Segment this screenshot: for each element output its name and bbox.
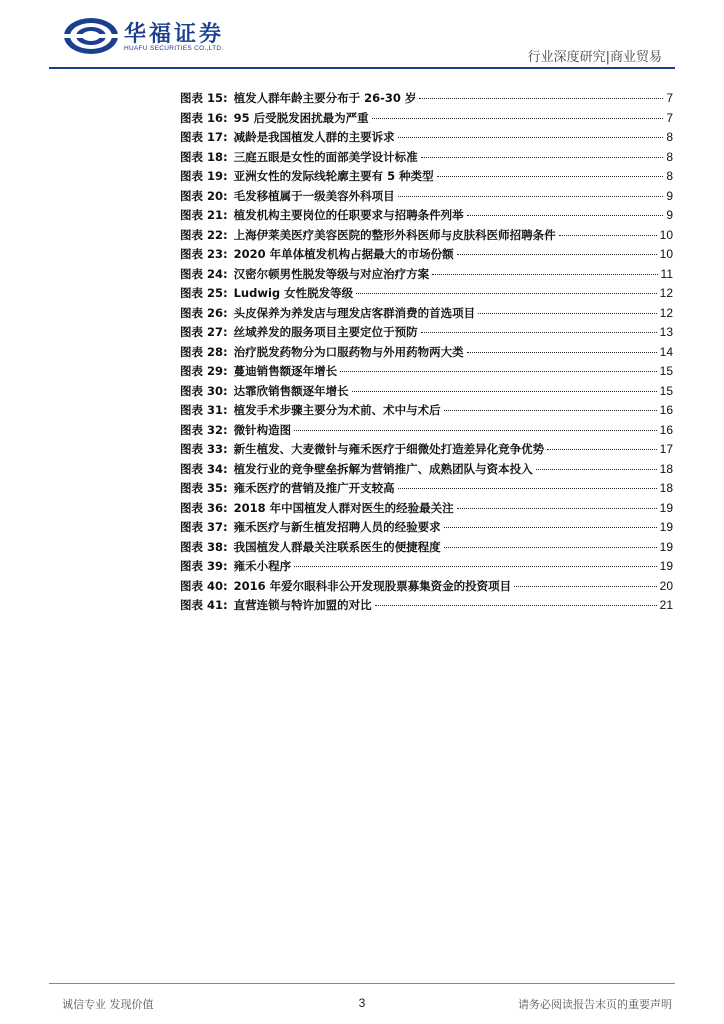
logo-chinese-name: 华福证券	[124, 22, 225, 47]
toc-page-number: 12	[659, 305, 673, 320]
report-category: 行业深度研究|商业贸易	[527, 50, 662, 65]
toc-entry[interactable]	[180, 421, 673, 441]
toc-figure-number: 图表 15:	[180, 91, 228, 105]
footer-disclaimer: 请务必阅读报告末页的重要声明	[518, 998, 672, 1011]
toc-figure-number: 图表 33:	[180, 442, 228, 456]
toc-figure-title: 三庭五眼是女性的面部美学设计标准	[233, 149, 418, 164]
toc-figure-number: 图表 39:	[180, 559, 228, 573]
toc-figure-number: 图表 35:	[180, 481, 228, 495]
toc-page-number: 16	[659, 403, 673, 417]
toc-dot-leader	[294, 565, 657, 567]
toc-dot-leader	[352, 390, 657, 392]
toc-dot-leader	[398, 487, 657, 489]
toc-figure-number: 图表 40:	[180, 578, 228, 593]
toc-figure-number: 图表 22:	[180, 227, 228, 242]
toc-figure-title: 达霏欣销售额逐年增长	[233, 383, 349, 398]
toc-page-number: 19	[659, 539, 673, 554]
toc-dot-leader	[398, 195, 664, 197]
toc-figure-number: 图表 18:	[180, 149, 228, 164]
toc-figure-title: 头皮保养为养发店与理发店客群消费的首选项目	[233, 305, 476, 320]
toc-figure-number: 图表 26:	[180, 305, 228, 320]
toc-figure-number: 图表 38:	[180, 539, 228, 554]
toc-figure-title: 毛发移植属于一级美容外科项目	[233, 188, 395, 203]
toc-entry[interactable]	[180, 401, 673, 421]
toc-entry[interactable]	[180, 304, 673, 324]
toc-entry[interactable]	[180, 167, 673, 187]
toc-figure-title: 2018 年中国植发人群对医生的经验最关注	[233, 500, 454, 515]
toc-page-number: 15	[659, 383, 673, 398]
toc-figure-number: 图表 30:	[180, 383, 228, 398]
toc-dot-leader	[467, 214, 664, 216]
toc-entry[interactable]	[180, 109, 673, 129]
toc-figure-title: 减龄是我国植发人群的主要诉求	[233, 130, 395, 144]
toc-page-number: 8	[666, 149, 673, 164]
toc-dot-leader	[536, 468, 657, 470]
toc-page-number: 18	[659, 461, 673, 476]
toc-figure-number: 图表 25:	[180, 286, 228, 300]
toc-figure-title: 亚洲女性的发际线轮廓主要有 5 种类型	[233, 169, 434, 183]
toc-dot-leader	[356, 292, 656, 294]
toc-figure-title: 汉密尔顿男性脱发等级与对应治疗方案	[233, 266, 430, 281]
toc-figure-number: 图表 32:	[180, 422, 228, 437]
toc-dot-leader	[514, 585, 657, 587]
toc-page-number: 17	[659, 442, 673, 456]
toc-entry[interactable]	[180, 596, 673, 616]
toc-entry[interactable]	[180, 557, 673, 577]
toc-entry[interactable]	[180, 577, 673, 597]
toc-page-number: 15	[659, 364, 673, 378]
toc-figure-title: 丝域养发的服务项目主要定位于预防	[233, 325, 418, 339]
toc-figure-title: 蔓迪销售额逐年增长	[233, 364, 338, 378]
toc-page-number: 10	[659, 247, 673, 261]
toc-figure-title: 上海伊莱美医疗美容医院的整形外科医师与皮肤科医师招聘条件	[233, 227, 556, 242]
toc-dot-leader	[421, 331, 657, 333]
toc-dot-leader	[457, 253, 657, 255]
toc-figure-title: 微针构造图	[233, 422, 292, 437]
toc-figure-title: 植发行业的竞争壁垒拆解为营销推广、成熟团队与资本投入	[233, 461, 533, 476]
toc-dot-leader	[340, 370, 657, 372]
toc-entry[interactable]	[180, 499, 673, 519]
toc-figure-title: Ludwig 女性脱发等级	[233, 286, 354, 300]
toc-entry[interactable]	[180, 226, 673, 246]
toc-figure-title: 2016 年爱尔眼科非公开发现股票募集资金的投资项目	[233, 578, 512, 593]
toc-dot-leader	[444, 526, 657, 528]
toc-figure-number: 图表 24:	[180, 266, 228, 281]
toc-entry[interactable]	[180, 265, 673, 285]
page-number: 3	[358, 996, 366, 1010]
toc-dot-leader	[432, 273, 657, 275]
toc-figure-number: 图表 23:	[180, 247, 228, 261]
toc-dot-leader	[437, 175, 664, 177]
toc-entry[interactable]	[180, 323, 673, 343]
toc-entry[interactable]	[180, 128, 673, 148]
toc-entry[interactable]	[180, 187, 673, 207]
page-header	[0, 0, 724, 70]
toc-entry[interactable]	[180, 148, 673, 168]
toc-figure-title: 植发人群年龄主要分布于 26-30 岁	[233, 91, 417, 105]
toc-figure-number: 图表 17:	[180, 130, 228, 144]
toc-figure-title: 植发手术步骤主要分为术前、术中与术后	[233, 403, 441, 417]
toc-dot-leader	[467, 351, 657, 353]
toc-page-number: 9	[666, 208, 673, 222]
header-divider	[49, 67, 675, 69]
toc-figure-title: 2020 年单体植发机构占据最大的市场份额	[233, 247, 454, 261]
company-logo	[62, 16, 262, 56]
toc-figure-number: 图表 21:	[180, 208, 228, 222]
toc-figure-title: 直营连锁与特许加盟的对比	[233, 598, 372, 612]
toc-dot-leader	[457, 507, 657, 509]
toc-page-number: 12	[659, 286, 673, 300]
toc-dot-leader	[375, 604, 657, 606]
toc-page-number: 8	[666, 169, 673, 183]
toc-entry[interactable]	[180, 518, 673, 538]
toc-page-number: 16	[659, 422, 673, 437]
toc-figure-number: 图表 19:	[180, 169, 228, 183]
toc-page-number: 18	[659, 481, 673, 495]
toc-entry[interactable]	[180, 440, 673, 460]
toc-figure-number: 图表 20:	[180, 188, 228, 203]
toc-dot-leader	[559, 234, 657, 236]
toc-figure-title: 我国植发人群最关注联系医生的便捷程度	[233, 539, 441, 554]
toc-page-number: 9	[666, 188, 673, 203]
toc-figure-number: 图表 34:	[180, 461, 228, 476]
toc-entry[interactable]	[180, 382, 673, 402]
toc-entry[interactable]	[180, 362, 673, 382]
toc-page-number: 14	[659, 344, 673, 359]
toc-figure-number: 图表 41:	[180, 598, 228, 612]
toc-entry[interactable]	[180, 206, 673, 226]
toc-entry[interactable]	[180, 479, 673, 499]
toc-figure-title: 植发机构主要岗位的任职要求与招聘条件列举	[233, 208, 464, 222]
toc-figure-number: 图表 28:	[180, 344, 228, 359]
toc-entry[interactable]	[180, 343, 673, 363]
toc-entry[interactable]	[180, 538, 673, 558]
toc-figure-number: 图表 36:	[180, 500, 228, 515]
footer-slogan: 诚信专业 发现价值	[62, 998, 154, 1011]
toc-figure-title: 雍禾小程序	[233, 559, 292, 573]
toc-page-number: 8	[666, 130, 673, 144]
toc-dot-leader	[547, 448, 657, 450]
toc-page-number: 19	[659, 559, 673, 573]
toc-dot-leader	[444, 409, 657, 411]
toc-dot-leader	[444, 546, 657, 548]
toc-figure-title: 95 后受脱发困扰最为严重	[233, 110, 369, 125]
toc-page-number: 19	[659, 520, 673, 534]
footer-divider	[49, 983, 675, 984]
toc-page-number: 19	[659, 500, 673, 515]
toc-dot-leader	[294, 429, 657, 431]
toc-entry[interactable]	[180, 89, 673, 109]
toc-figure-number: 图表 31:	[180, 403, 228, 417]
toc-page-number: 13	[659, 325, 673, 339]
toc-dot-leader	[419, 97, 663, 99]
toc-page-number: 11	[660, 266, 673, 281]
toc-figure-title: 治疗脱发药物分为口服药物与外用药物两大类	[233, 344, 464, 359]
toc-entry[interactable]	[180, 460, 673, 480]
toc-figure-number: 图表 16:	[180, 110, 228, 125]
toc-figure-number: 图表 37:	[180, 520, 228, 534]
toc-dot-leader	[478, 312, 657, 314]
toc-page-number: 7	[666, 110, 673, 125]
toc-figure-title: 雍禾医疗与新生植发招聘人员的经验要求	[233, 520, 441, 534]
toc-page-number: 10	[659, 227, 673, 242]
toc-dot-leader	[372, 117, 664, 119]
toc-dot-leader	[398, 136, 664, 138]
toc-figure-number: 图表 29:	[180, 364, 228, 378]
toc-entry[interactable]	[180, 284, 673, 304]
toc-figure-title: 雍禾医疗的营销及推广开支较高	[233, 481, 395, 495]
toc-page-number: 7	[666, 91, 673, 105]
figure-list	[180, 89, 673, 616]
toc-figure-title: 新生植发、大麦微针与雍禾医疗于细微处打造差异化竞争优势	[233, 442, 545, 456]
huafu-logo-icon	[62, 16, 120, 56]
toc-entry[interactable]	[180, 245, 673, 265]
toc-figure-number: 图表 27:	[180, 325, 228, 339]
logo-english-name: HUAFU SECURITIES CO.,LTD.	[124, 45, 224, 52]
toc-dot-leader	[421, 156, 664, 158]
toc-page-number: 21	[659, 598, 673, 612]
toc-page-number: 20	[659, 578, 673, 593]
